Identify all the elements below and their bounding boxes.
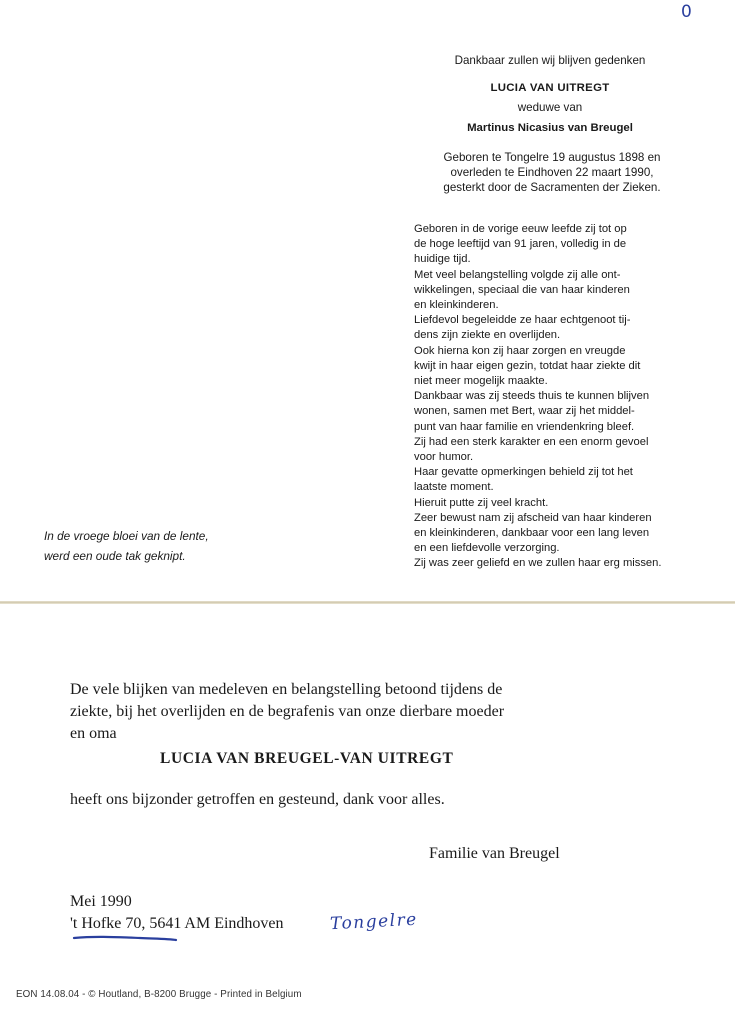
thank-you-card xyxy=(0,604,735,1023)
obituary-line: voor humor. xyxy=(414,451,474,464)
obituary-line: Ook hierna kon zij haar zorgen en vreugde xyxy=(414,344,626,357)
obituary-line: laatste moment. xyxy=(414,481,494,494)
memorial-verse xyxy=(44,527,274,566)
obituary-line: Hieruit putte zij veel kracht. xyxy=(414,496,549,509)
thanks-line: ziekte, bij het overlijden en de begrafenis van onze dierbare moeder xyxy=(70,703,505,720)
thanks-closing: heeft ons bijzonder getroffen en gesteund, dank voor alles. xyxy=(70,791,445,808)
obituary-text xyxy=(414,222,688,572)
birth-death-line: gesterkt door de Sacramenten der Zieken. xyxy=(443,181,661,195)
obituary-line: wonen, samen met Bert, waar zij het middel- xyxy=(414,405,635,418)
thanks-message xyxy=(70,679,590,745)
obituary-line: de hoge leeftijd van 91 jaren, volledig in de xyxy=(414,238,627,251)
handwritten-note: Tongelre xyxy=(329,909,419,935)
birth-death-line: overleden te Eindhoven 22 maart 1990, xyxy=(450,166,654,180)
verse-line: werd een oude tak geknipt. xyxy=(44,548,186,563)
obituary-line: kwijt in haar eigen gezin, totdat haar ziekte dit xyxy=(414,359,641,372)
corner-mark: 0 xyxy=(681,2,692,22)
birth-death-info xyxy=(412,150,692,196)
obituary-line: dens zijn ziekte en overlijden. xyxy=(414,329,561,342)
widow-of-label: weduwe van xyxy=(517,101,583,114)
pen-underline xyxy=(70,932,180,944)
card-date: Mei 1990 xyxy=(70,893,132,910)
thanks-line: en oma xyxy=(70,725,117,742)
obituary-line: huidige tijd. xyxy=(414,253,471,266)
obituary-line: en kleinkinderen. xyxy=(414,299,499,312)
obituary-line: Met veel belangstelling volgde zij alle ont- xyxy=(414,268,621,281)
verse-line: In de vroege bloei van de lente, xyxy=(44,529,209,543)
obituary-line: en kleinkinderen, dankbaar voor een lang leven xyxy=(414,527,650,540)
family-address: 't Hofke 70, 5641 AM Eindhoven xyxy=(70,915,284,932)
obituary-line: Zij was zeer geliefd en we zullen haar erg missen. xyxy=(414,557,662,570)
obituary-line: en een liefdevolle verzorging. xyxy=(414,542,560,555)
printer-imprint: EON 14.08.04 - © Houtland, B-8200 Brugge - Printed in Belgium xyxy=(16,989,302,1000)
obituary-line: Geboren in de vorige eeuw leefde zij tot op xyxy=(414,223,627,235)
family-signature: Familie van Breugel xyxy=(429,845,560,862)
obituary-line: Liefdevol begeleidde ze haar echtgenoot tij- xyxy=(414,314,631,327)
obituary-line: Zij had een sterk karakter en een enorm gevoel xyxy=(414,435,649,448)
card-header: Dankbaar zullen wij blijven gedenken xyxy=(454,54,646,67)
obituary-line: punt van haar familie en vriendenkring bleef. xyxy=(414,420,635,433)
deceased-full-name: LUCIA VAN BREUGEL-VAN UITREGT xyxy=(160,750,454,767)
spouse-name: Martinus Nicasius van Breugel xyxy=(467,122,633,134)
obituary-line: wikkelingen, speciaal die van haar kinderen xyxy=(414,283,630,296)
thanks-line: De vele blijken van medeleven en belangstelling betoond tijdens de xyxy=(70,681,503,698)
obituary-line: Dankbaar was zij steeds thuis te kunnen blijven xyxy=(414,390,650,403)
deceased-maiden-name: LUCIA VAN UITREGT xyxy=(490,82,610,94)
birth-death-line: Geboren te Tongelre 19 augustus 1898 en xyxy=(443,151,661,164)
obituary-line: Zeer bewust nam zij afscheid van haar kinderen xyxy=(414,511,652,524)
obituary-line: Haar gevatte opmerkingen behield zij tot het xyxy=(414,466,633,479)
obituary-line: niet meer mogelijk maakte. xyxy=(414,375,548,388)
